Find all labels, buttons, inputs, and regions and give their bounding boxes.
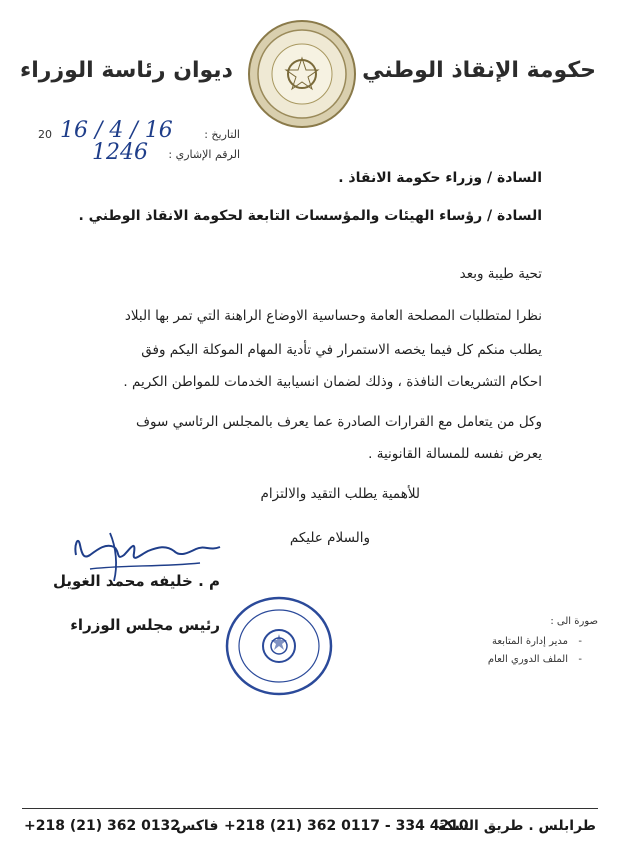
- paragraph2-line2: يعرض نفسه للمسالة القانونية .: [368, 446, 542, 462]
- cc-item-1: مدير إدارة المتابعة: [492, 636, 568, 647]
- footer-fax-label: فاكس: [176, 818, 219, 834]
- official-stamp-icon: [222, 592, 336, 700]
- paragraph1-line1: نظرا لمتطلبات المصلحة العامة وحساسية الاوضاع الراهنة التي تمر بها البلاد: [124, 308, 542, 324]
- paragraph1-line3: احكام التشريعات النافذة ، وذلك لضمان انسيابية الخدمات للمواطن الكريم .: [123, 374, 542, 390]
- date-value: 16 / 4 / 16: [60, 118, 173, 143]
- reference-label: الرقم الإشاري :: [168, 148, 240, 161]
- cc-heading: صورة الى :: [550, 616, 598, 627]
- reference-value: 1246: [92, 140, 148, 165]
- closing-salutation: والسلام عليكم: [289, 530, 370, 546]
- date-label: التاريخ :: [204, 128, 240, 141]
- addressee-agencies: السادة / رؤساء الهيئات والمؤسسات التابعة لحكومة الانقاذ الوطني .: [78, 208, 542, 224]
- seal-emblem-icon: [246, 18, 358, 130]
- cc-item-2: الملف الدوري العام: [487, 654, 568, 665]
- footer-divider: [22, 808, 598, 809]
- greeting: تحية طيبة وبعد: [459, 266, 542, 282]
- footer-phone: +218 (21) 362 0117 - 334 4210: [224, 818, 469, 834]
- footer-fax: +218 (21) 362 0132: [24, 818, 181, 834]
- paragraph2-line1: وكل من يتعامل مع القرارات الصادرة عما يعرف بالمجلس الرئاسي سوف: [136, 414, 542, 430]
- addressee-ministers: السادة / وزراء حكومة الانقاذ .: [338, 170, 542, 186]
- closing-commitment: للأهمية يطلب التقيد والالتزام: [260, 486, 420, 502]
- signatory-title: رئيس مجلس الوزراء: [70, 616, 220, 634]
- footer-address: طرابلس . طريق السكة: [437, 818, 596, 834]
- paragraph1-line2: يطلب منكم كل فيما يخصه الاستمرار في تأدية المهام الموكلة اليكم وفق: [141, 342, 542, 358]
- office-title: ديوان رئاسة الوزراء: [20, 58, 233, 83]
- government-title: حكومة الإنقاذ الوطني: [362, 58, 596, 83]
- signatory-name: م . خليفه محمد الغويل: [52, 572, 220, 590]
- cc-bullet-icon: -: [578, 654, 582, 665]
- date-prefix: 20: [38, 128, 52, 141]
- cc-bullet-icon: -: [578, 636, 582, 647]
